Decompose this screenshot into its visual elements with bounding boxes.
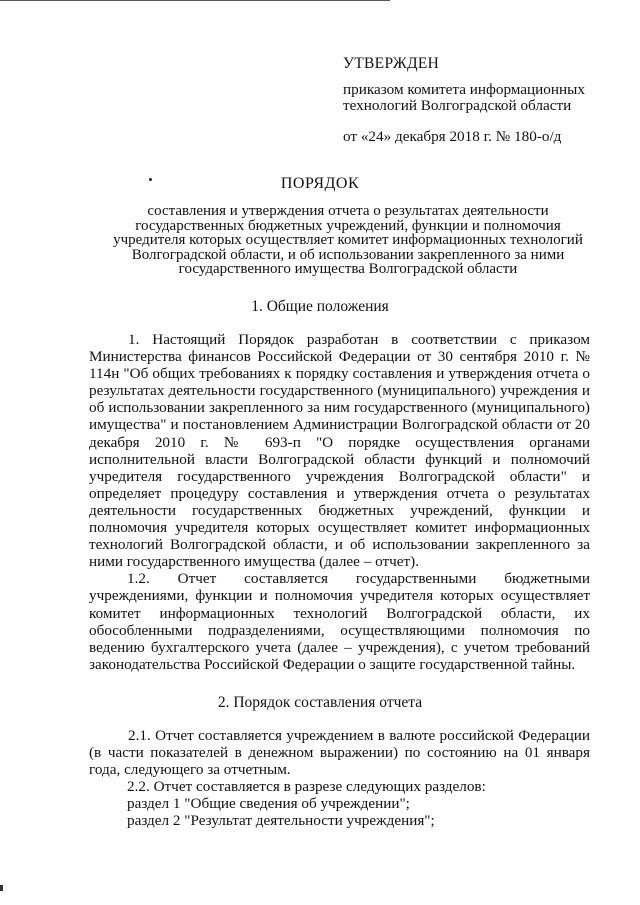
approval-date: от «24» декабря 2018 г. № 180-о/д: [343, 128, 562, 145]
paragraph-2-2: 2.2. Отчет составляется в разрезе следующих разделов:: [127, 778, 486, 796]
subtitle-line: государственных бюджетных учреждений, функции и полномочия: [135, 217, 561, 234]
paragraph-1-1: 1. Настоящий Порядок разработан в соответствии с приказом Министерства финансов Российской Федерации от 30 сентября 2010 г. № 114н "Об общих требованиях к порядку составления и утверждения отчета о результатах деятельности государственного (муниципального) учреждения и об использовании закрепленного за ним государственного (муниципального) имущества" и постановлением Администрации Волгоградской области от 20 декабря 2010 г. № 693-п "О порядке осуществления органами исполнительной власти Волгоградской области функций и полномочий учредителя государственного учреждения Волгоградской области" и определяет процедуру составления и утверждения отчета о результатах деятельности государственных бюджетных учреждений, функции и полномочия учредителя которых осуществляет комитет информационных технологий Волгоградской области, и об использовании закрепленного за ними государственного имущества (далее – отчет).: [89, 331, 590, 571]
scan-edge-mark: [0, 885, 3, 891]
subtitle-line: Волгоградской области, и об использовании закрепленного за ними: [131, 246, 565, 263]
section-1-heading: 1. Общие положения: [251, 298, 389, 315]
approval-line-2: технологий Волгоградской области: [343, 97, 572, 114]
paragraph-2-1: 2.1. Отчет составляется учреждением в валюте российской Федерации (в части показателей в денежном выражении) по состоянию на 01 января года, следующего за отчетным.: [89, 727, 590, 779]
approval-heading: УТВЕРЖДЕН: [343, 55, 440, 72]
subtitle-line: государственного имущества Волгоградской области: [178, 261, 518, 277]
approval-stamp: [343, 56, 585, 145]
list-item-section-2: раздел 2 "Результат деятельности учреждения";: [127, 812, 435, 830]
subtitle-line: учредителя которых осуществляет комитет информационных технологий: [113, 232, 583, 248]
subtitle-line: составления и утверждения отчета о результатах деятельности: [147, 203, 549, 219]
paragraph-1-2: 1.2. Отчет составляется государственными бюджетными учреждениями, функции и полномочия учредителя которых осуществляет комитет информационных технологий Волгоградской области, их обособленными подразделениями, осуществляющими полномочия по ведению бухгалтерского учета (далее – учреждения), с учетом требований законодательства Российской Федерации о защите государственной тайны.: [89, 570, 590, 673]
section-1-body: [89, 331, 590, 673]
list-item-section-1: раздел 1 "Общие сведения об учреждении";: [127, 795, 410, 813]
document-subtitle: [70, 204, 626, 277]
top-border-line: [0, 0, 390, 1]
approval-line-1: приказом комитета информационных: [343, 81, 585, 98]
document-title: ПОРЯДОК: [280, 175, 360, 192]
section-2-body: [89, 727, 590, 830]
section-2-heading: 2. Порядок составления отчета: [217, 694, 423, 711]
